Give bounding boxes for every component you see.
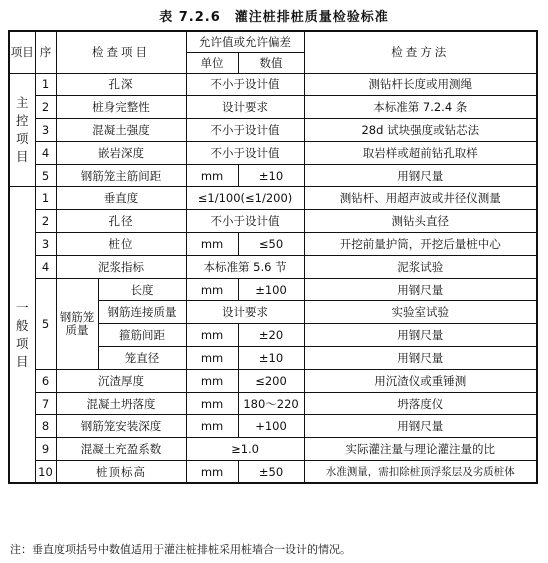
header-check-item: 检查项目 xyxy=(56,31,186,73)
table-row xyxy=(9,392,537,415)
header-value: 数值 xyxy=(238,52,304,73)
cell-allowed: 设计要求 xyxy=(186,96,304,119)
cell-item: 桩位 xyxy=(56,233,186,256)
cell-unit: mm xyxy=(186,347,238,370)
cell-seq: 4 xyxy=(35,255,56,278)
table-row xyxy=(9,255,537,278)
table-row xyxy=(9,415,537,438)
cell-value: ±20 xyxy=(238,324,304,347)
cell-seq: 7 xyxy=(35,392,56,415)
cell-method: 测钻杆、用超声波或井径仪测量 xyxy=(304,187,537,210)
cell-value: ±100 xyxy=(238,278,304,301)
cell-value: 180～220 xyxy=(238,392,304,415)
cell-allowed: ≤1/100(≤1/200) xyxy=(186,187,304,210)
cell-method: 测钻杆长度或用测绳 xyxy=(304,73,537,96)
cell-item: 钢筋笼主筋间距 xyxy=(56,164,186,187)
cell-method: 坍落度仪 xyxy=(304,392,537,415)
header-unit: 单位 xyxy=(186,52,238,73)
header-allowed: 允许值或允许偏差 xyxy=(186,31,304,52)
cell-item: 嵌岩深度 xyxy=(56,141,186,164)
cell-item: 泥浆指标 xyxy=(56,255,186,278)
cell-method: 28d 试块强度或钻芯法 xyxy=(304,119,537,142)
cell-item: 混凝土强度 xyxy=(56,119,186,142)
cell-seq: 5 xyxy=(35,278,56,369)
cell-seq: 2 xyxy=(35,210,56,233)
group-main: 主控项目 xyxy=(9,73,35,187)
cell-item: 笼直径 xyxy=(98,347,186,370)
header-method: 检查方法 xyxy=(304,31,537,73)
header-item-type: 项目 xyxy=(9,31,35,73)
table-row xyxy=(9,119,537,142)
cell-allowed: 不小于设计值 xyxy=(186,210,304,233)
table-row xyxy=(9,369,537,392)
table-row xyxy=(9,233,537,256)
cell-allowed: 本标准第 5.6 节 xyxy=(186,255,304,278)
cell-unit: mm xyxy=(186,392,238,415)
cell-method: 水准测量，需扣除桩顶浮浆层及劣质桩体 xyxy=(304,461,537,484)
cell-value: ≤200 xyxy=(238,369,304,392)
header-seq: 序 xyxy=(35,31,56,73)
cell-unit: mm xyxy=(186,369,238,392)
cell-method: 本标准第 7.2.4 条 xyxy=(304,96,537,119)
cell-method: 用钢尺量 xyxy=(304,278,537,301)
cell-item: 桩顶标高 xyxy=(56,461,186,484)
cell-value: ±10 xyxy=(238,347,304,370)
cell-method: 取岩样或超前钻孔取样 xyxy=(304,141,537,164)
cell-value: +100 xyxy=(238,415,304,438)
cell-allowed: 不小于设计值 xyxy=(186,141,304,164)
cell-item: 孔径 xyxy=(56,210,186,233)
quality-standard-table xyxy=(8,30,538,484)
cell-item: 沉渣厚度 xyxy=(56,369,186,392)
cell-seq: 9 xyxy=(35,438,56,461)
cell-seq: 3 xyxy=(35,119,56,142)
cell-item: 混凝土充盈系数 xyxy=(56,438,186,461)
cell-allowed: ≥1.0 xyxy=(186,438,304,461)
cell-unit: mm xyxy=(186,164,238,187)
cell-unit: mm xyxy=(186,415,238,438)
cell-method: 用钢尺量 xyxy=(304,164,537,187)
cell-allowed: 不小于设计值 xyxy=(186,73,304,96)
cell-value: ±50 xyxy=(238,461,304,484)
header-row xyxy=(9,31,537,52)
cell-item: 钢筋连接质量 xyxy=(98,301,186,324)
cell-method: 开挖前量护筒，开挖后量桩中心 xyxy=(304,233,537,256)
table-row xyxy=(9,96,537,119)
cell-unit: mm xyxy=(186,461,238,484)
cell-seq: 4 xyxy=(35,141,56,164)
table-row xyxy=(9,164,537,187)
cell-seq: 1 xyxy=(35,187,56,210)
cell-seq: 1 xyxy=(35,73,56,96)
footnote: 注：垂直度项括号中数值适用于灌注桩排桩采用桩墙合一设计的情况。 xyxy=(10,543,351,556)
cell-unit: mm xyxy=(186,233,238,256)
cell-seq: 2 xyxy=(35,96,56,119)
cell-method: 用沉渣仪或重锤测 xyxy=(304,369,537,392)
table-row xyxy=(9,210,537,233)
cell-unit: mm xyxy=(186,278,238,301)
cell-method: 测钻头直径 xyxy=(304,210,537,233)
cell-item: 混凝土坍落度 xyxy=(56,392,186,415)
table-row xyxy=(9,73,537,96)
cell-method: 实际灌注量与理论灌注量的比 xyxy=(304,438,537,461)
group-cage-quality: 钢筋笼质量 xyxy=(56,278,98,369)
cell-method: 泥浆试验 xyxy=(304,255,537,278)
cell-method: 实验室试验 xyxy=(304,301,537,324)
cell-item: 箍筋间距 xyxy=(98,324,186,347)
cell-method: 用钢尺量 xyxy=(304,324,537,347)
table-row xyxy=(9,141,537,164)
cell-value: ≤50 xyxy=(238,233,304,256)
cell-seq: 8 xyxy=(35,415,56,438)
cell-item: 钢筋笼安装深度 xyxy=(56,415,186,438)
cell-item: 桩身完整性 xyxy=(56,96,186,119)
cell-allowed: 不小于设计值 xyxy=(186,119,304,142)
cell-seq: 6 xyxy=(35,369,56,392)
cell-value: ±10 xyxy=(238,164,304,187)
table-row xyxy=(9,461,537,484)
cell-item: 垂直度 xyxy=(56,187,186,210)
cell-seq: 10 xyxy=(35,461,56,484)
cell-method: 用钢尺量 xyxy=(304,347,537,370)
table-row xyxy=(9,278,537,301)
cell-seq: 3 xyxy=(35,233,56,256)
cell-unit: mm xyxy=(186,324,238,347)
table-row xyxy=(9,187,537,210)
cell-allowed: 设计要求 xyxy=(186,301,304,324)
table-title: 表 7.2.6 灌注桩排桩质量检验标准 xyxy=(159,10,389,25)
cell-seq: 5 xyxy=(35,164,56,187)
group-general: 一般项目 xyxy=(9,187,35,483)
cell-item: 孔深 xyxy=(56,73,186,96)
cell-item: 长度 xyxy=(98,278,186,301)
cell-method: 用钢尺量 xyxy=(304,415,537,438)
table-row xyxy=(9,438,537,461)
